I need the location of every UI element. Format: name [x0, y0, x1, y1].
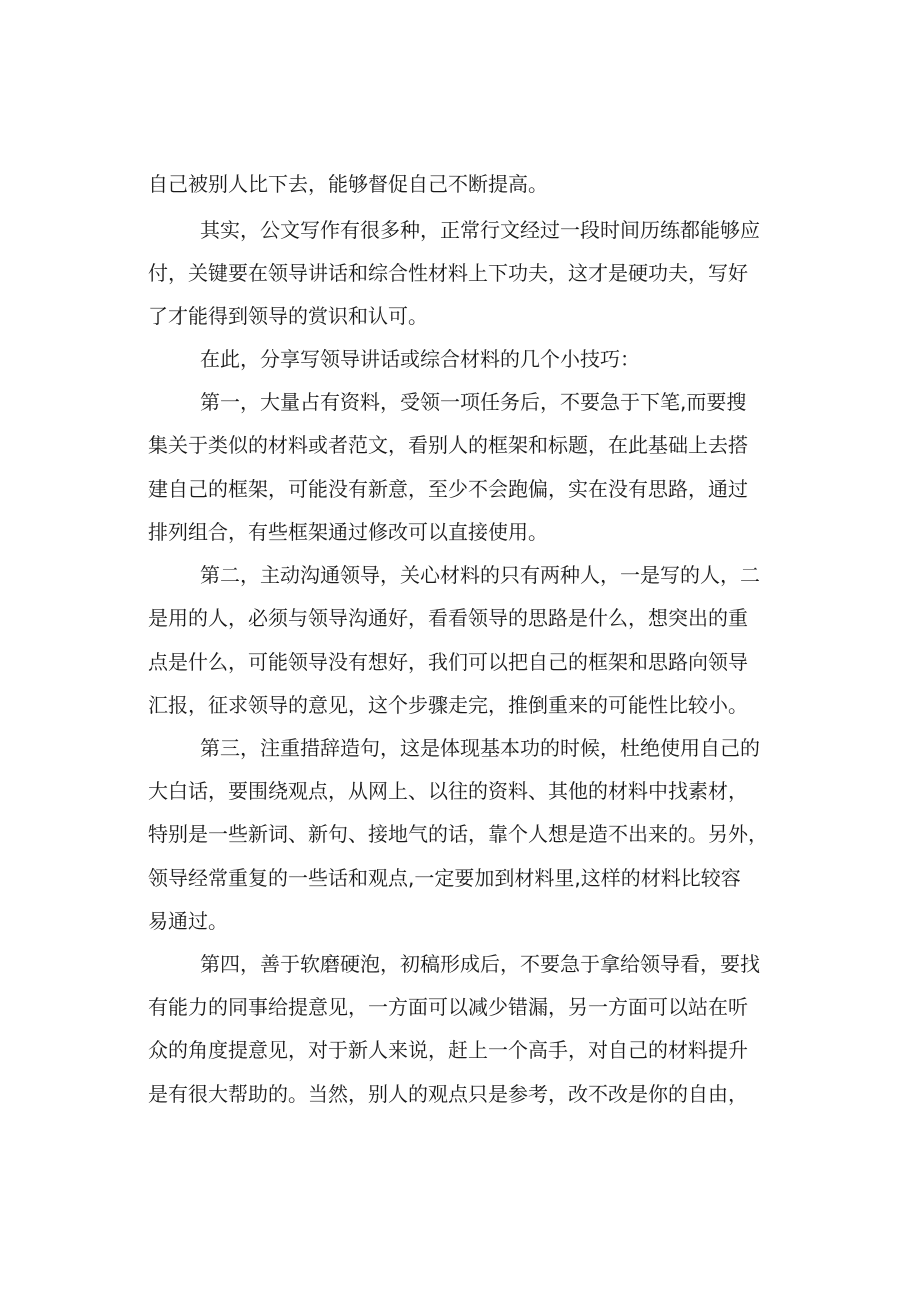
paragraph-line: 汇报，征求领导的意见，这个步骤走完，推倒重来的可能性比较小。 [148, 693, 748, 717]
paragraph-line: 点是什么，可能领导没有想好，我们可以把自己的框架和思路向领导 [148, 650, 748, 674]
paragraph-line: 是用的人，必须与领导沟通好，看看领导的思路是什么，想突出的重 [148, 606, 748, 630]
paragraph-line: 排列组合，有些框架通过修改可以直接使用。 [148, 520, 548, 544]
paragraph-line: 建自己的框架，可能没有新意，至少不会跑偏，实在没有思路，通过 [148, 477, 748, 501]
paragraph-line: 第三，注重措辞造句，这是体现基本功的时候，杜绝使用自己的 [200, 736, 760, 760]
paragraph-line: 在此，分享写领导讲话或综合材料的几个小技巧： [200, 347, 640, 371]
paragraph-line: 其实，公文写作有很多种，正常行文经过一段时间历练都能够应 [200, 218, 760, 242]
paragraph-line: 自己被别人比下去，能够督促自己不断提高。 [148, 172, 548, 196]
paragraph-line: 特别是一些新词、新句、接地气的话，靠个人想是造不出来的。另外， [148, 822, 768, 846]
paragraph-line: 第四，善于软磨硬泡，初稿形成后，不要急于拿给领导看，要找 [200, 952, 760, 976]
paragraph-line: 领导经常重复的一些话和观点,一定要加到材料里,这样的材料比较容 [148, 866, 741, 890]
paragraph-line: 有能力的同事给提意见，一方面可以减少错漏，另一方面可以站在听 [148, 995, 748, 1019]
paragraph-line: 了才能得到领导的赏识和认可。 [148, 304, 428, 328]
paragraph-line: 集关于类似的材料或者范文，看别人的框架和标题，在此基础上去搭 [148, 433, 748, 457]
paragraph-line: 众的角度提意见，对于新人来说，赶上一个高手，对自己的材料提升 [148, 1038, 748, 1062]
paragraph-line: 易通过。 [148, 909, 228, 933]
paragraph-line: 是有很大帮助的。当然，别人的观点只是参考，改不改是你的自由， [148, 1082, 748, 1106]
paragraph-line: 付，关键要在领导讲话和综合性材料上下功夫，这才是硬功夫，写好 [148, 261, 748, 285]
paragraph-line: 大白话，要围绕观点，从网上、以往的资料、其他的材料中找素材， [148, 779, 748, 803]
paragraph-line: 第二，主动沟通领导，关心材料的只有两种人，一是写的人，二 [200, 563, 760, 587]
paragraph-line: 第一，大量占有资料，受领一项任务后，不要急于下笔,而要搜 [200, 390, 747, 414]
